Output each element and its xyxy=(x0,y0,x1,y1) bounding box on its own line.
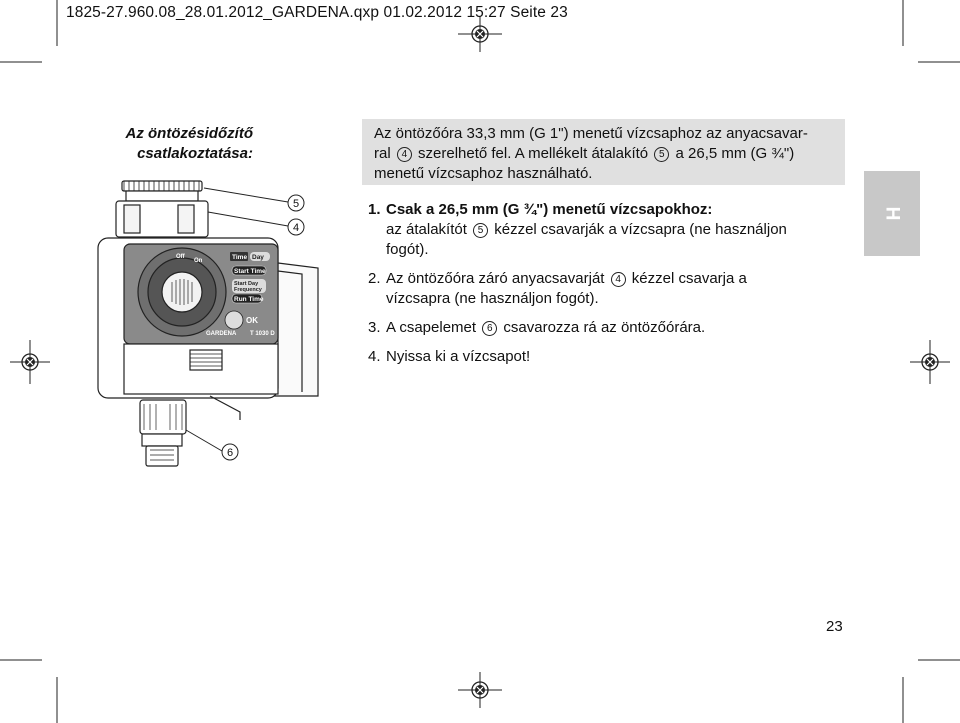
intro-text-part: szerelhető fel. A mellékelt átalakító xyxy=(418,145,649,162)
registration-mark-right xyxy=(910,340,950,384)
intro-text xyxy=(374,124,844,184)
step-1 xyxy=(368,200,848,260)
step-text xyxy=(386,269,848,289)
step-text xyxy=(386,318,848,338)
tap-connector-neck xyxy=(142,434,182,446)
print-slug: 1825-27.960.08_28.01.2012_GARDENA.qxp 01.02.2012 15:27 Seite 23 xyxy=(66,4,568,21)
start-day-button: Start Day xyxy=(234,281,259,287)
circled-number-5: 5 xyxy=(473,223,488,238)
registration-mark-left xyxy=(10,340,50,384)
step-text-part: kézzel csavarják a vízcsapra (ne használjon xyxy=(494,221,787,238)
circled-number-4: 4 xyxy=(397,147,412,162)
page-number: 23 xyxy=(826,618,843,635)
callout-4: 4 xyxy=(292,222,300,234)
step-text-part: A csapelemet xyxy=(386,319,477,336)
run-time-button: Run Time xyxy=(234,296,264,303)
frequency-label: Frequency xyxy=(234,287,262,293)
circled-number-4: 4 xyxy=(611,272,626,287)
tap-connector-tip xyxy=(146,446,178,466)
model-label: T 1030 D xyxy=(250,331,275,337)
step-4 xyxy=(368,347,848,367)
step-text: Nyissa ki a vízcsapot! xyxy=(386,348,531,365)
registration-mark-bottom xyxy=(458,672,502,708)
off-label: Off xyxy=(176,254,185,260)
intro-line-3: menetű vízcsaphoz használható. xyxy=(374,165,593,182)
day-button: Day xyxy=(252,254,264,261)
start-time-button: Start Time xyxy=(234,268,266,275)
tap-connector-nut xyxy=(140,400,186,434)
step-3 xyxy=(368,318,848,338)
instruction-steps xyxy=(368,200,848,376)
battery-grip xyxy=(190,350,222,370)
water-timer-illustration xyxy=(95,175,335,475)
step-text-part: az átalakítót xyxy=(386,221,467,238)
step-number: 4. xyxy=(368,348,381,365)
step-text-part: csavarozza rá az öntözőórára. xyxy=(503,319,706,336)
circled-number-5: 5 xyxy=(654,147,669,162)
outlet-pipe xyxy=(210,396,240,420)
step-text: fogót). xyxy=(386,241,429,258)
callout-5: 5 xyxy=(292,198,300,210)
intro-line-2 xyxy=(374,144,844,164)
section-title-line-2: csatlakoztatása: xyxy=(137,145,253,162)
circled-number-6: 6 xyxy=(482,321,497,336)
on-label: On xyxy=(194,258,203,264)
intro-line-1: Az öntözőóra 33,3 mm (G 1") menetű vízcsaphoz az anyacsavar- xyxy=(374,125,808,142)
step-text-part: kézzel csavarja a xyxy=(631,270,747,287)
language-tab xyxy=(864,171,920,256)
callout-6: 6 xyxy=(226,447,234,459)
step-number: 3. xyxy=(368,319,381,336)
intro-text-part: ral xyxy=(374,145,391,162)
ok-button: OK xyxy=(246,316,258,325)
section-title xyxy=(126,124,254,164)
intro-text-part: a 26,5 mm (G ¾") xyxy=(675,145,795,162)
adapter-body xyxy=(126,191,198,201)
section-title-line-1: Az öntözésidőzítő xyxy=(125,125,253,142)
brand-label: GARDENA xyxy=(206,331,237,337)
step-text: vízcsapra (ne használjon fogót). xyxy=(386,290,599,307)
time-button: Time xyxy=(232,254,248,261)
language-tab-label: H xyxy=(882,206,903,221)
step-number: 1. xyxy=(368,201,381,218)
step-heading: Csak a 26,5 mm (G ¾") menetű vízcsapokhoz: xyxy=(386,201,713,218)
step-text xyxy=(386,220,848,240)
step-2 xyxy=(368,269,848,309)
step-number: 2. xyxy=(368,270,381,287)
step-text-part: Az öntözőóra záró anyacsavarját xyxy=(386,270,605,287)
